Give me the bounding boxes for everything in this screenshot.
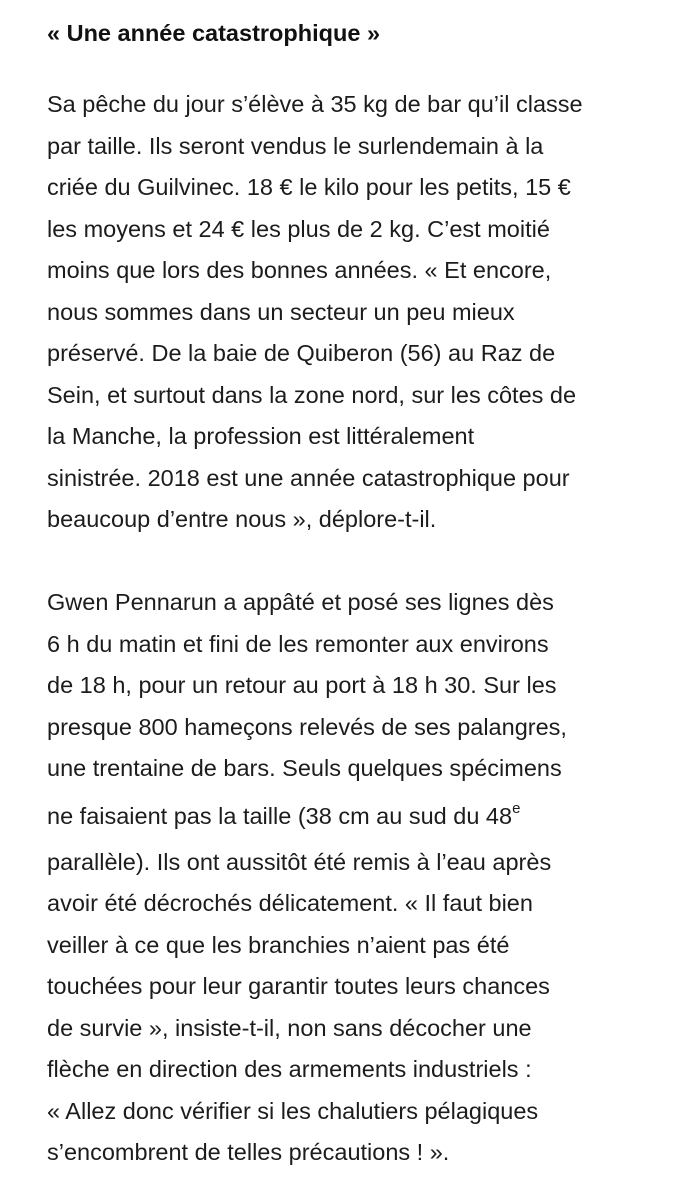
text-line: beaucoup d’entre nous », déplore-t-il.	[47, 506, 437, 532]
text-line: Gwen Pennarun a appâté et posé ses lignes dès	[47, 589, 554, 615]
text-line: veiller à ce que les branchies n’aient pas été	[47, 931, 510, 958]
text-line: flèche en direction des armements industriels :	[47, 1056, 532, 1082]
text-line: sinistrée. 2018 est une année catastrophique pour	[47, 464, 570, 491]
text-line: la Manche, la profession est littéralement	[47, 423, 475, 449]
subheading: « Une année catastrophique »	[47, 20, 381, 46]
text-line: Sein, et surtout dans la zone nord, sur les côtes de	[47, 381, 577, 408]
text-line: moins que lors des bonnes années. « Et encore,	[47, 257, 552, 283]
text-line: de 18 h, pour un retour au port à 18 h 30. Sur les	[47, 672, 557, 698]
paragraph-2	[47, 582, 567, 1174]
text-line: presque 800 hameçons relevés de ses palangres,	[47, 713, 567, 740]
text-line: préservé. De la baie de Quiberon (56) au Raz de	[47, 340, 556, 366]
text-line: nous sommes dans un secteur un peu mieux	[47, 298, 515, 325]
text-line: touchées pour leur garantir toutes leurs chances	[47, 973, 550, 999]
text-line: parallèle). Ils ont aussitôt été remis à l’eau après	[47, 848, 552, 875]
text-line: s’encombrent de telles précautions ! ».	[47, 1139, 450, 1165]
ordinal-superscript: e	[512, 799, 521, 817]
text-line: de survie », insiste-t-il, non sans décocher une	[47, 1014, 532, 1041]
text-line: criée du Guilvinec. 18 € le kilo pour les petits, 15 €	[47, 174, 571, 200]
text-line: avoir été décrochés délicatement. « Il faut bien	[47, 890, 533, 916]
text-line: une trentaine de bars. Seuls quelques spécimens	[47, 755, 562, 781]
text-line: par taille. Ils seront vendus le surlendemain à la	[47, 132, 544, 159]
text-line: « Allez donc vérifier si les chalutiers pélagiques	[47, 1097, 539, 1124]
paragraph-1	[47, 84, 583, 541]
line-text: ne faisaient pas la taille (38 cm au sud du 48	[47, 802, 513, 829]
text-line: Sa pêche du jour s’élève à 35 kg de bar qu’il classe	[47, 91, 583, 117]
text-line: 6 h du matin et fini de les remonter aux environs	[47, 630, 549, 657]
text-line-with-superscript	[47, 790, 567, 842]
text-line: les moyens et 24 € les plus de 2 kg. C’est moitié	[47, 215, 550, 242]
